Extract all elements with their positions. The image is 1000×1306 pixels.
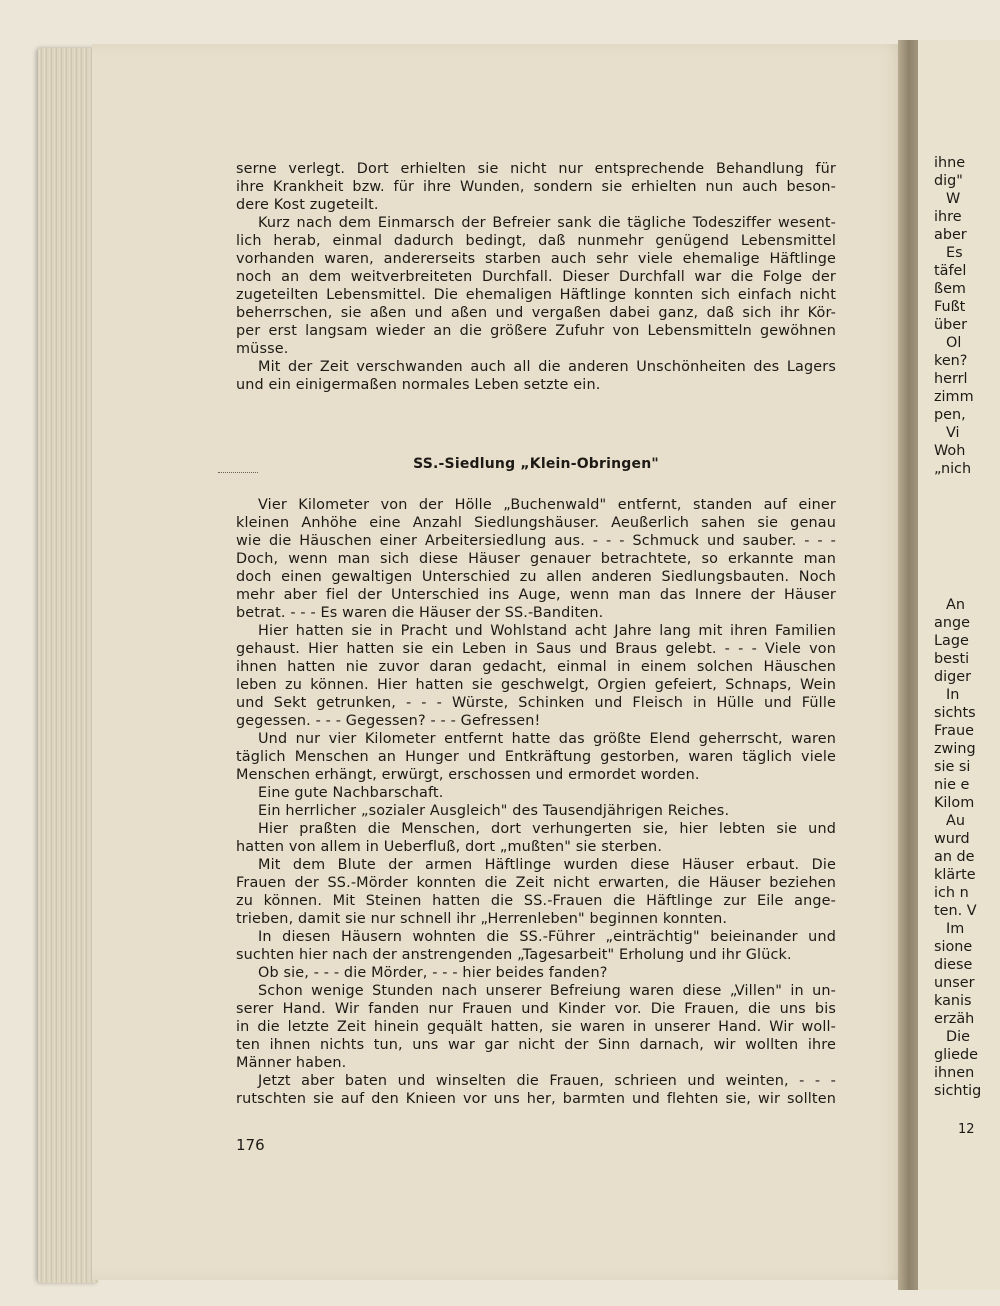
right-fragment: In xyxy=(946,687,960,703)
text-line: Doch, wenn man sich diese Häuser genauer betrachtete, so erkannte man xyxy=(236,551,836,567)
text-line: kleinen Anhöhe eine Anzahl Siedlungshäuser. Aeußerlich sahen sie genau xyxy=(236,515,836,531)
text-line: Schon wenige Stunden nach unserer Befreiung waren diese „Villen" in un- xyxy=(258,983,836,999)
text-line: betrat. - - - Es waren die Häuser der SS.-Banditen. xyxy=(236,605,604,621)
right-fragment: diger xyxy=(934,669,972,685)
right-page-number: 12 xyxy=(958,1122,975,1137)
right-fragment: Im xyxy=(946,921,965,937)
text-line: Mit dem Blute der armen Häftlinge wurden diese Häuser erbaut. Die xyxy=(258,857,836,873)
text-line: wie die Häuschen einer Arbeitersiedlung aus. - - - Schmuck und sauber. - - - xyxy=(236,533,836,549)
text-line: Ob sie, - - - die Mörder, - - - hier beides fanden? xyxy=(258,965,608,981)
right-fragment: pen, xyxy=(934,407,966,423)
text-line: Und nur vier Kilometer entfernt hatte das größte Elend geherrscht, waren xyxy=(258,731,836,747)
right-fragment: unser xyxy=(934,975,975,991)
text-line: täglich Menschen an Hunger und Entkräftung gestorben, waren täglich viele xyxy=(236,749,836,765)
section-heading: SS.-Siedlung „Klein-Obringen" xyxy=(413,456,659,472)
right-fragment: an de xyxy=(934,849,975,865)
book-page-edges xyxy=(38,48,98,1283)
right-fragment: kanis xyxy=(934,993,972,1009)
text-line: mehr aber fiel der Unterschied ins Auge, wenn man das Innere der Häuser xyxy=(236,587,836,603)
text-line: in die letzte Zeit hinein gequält hatten, sie waren in unserer Hand. Wir woll- xyxy=(236,1019,836,1035)
right-fragment: klärte xyxy=(934,867,976,883)
right-fragment: erzäh xyxy=(934,1011,975,1027)
right-fragment: ten. V xyxy=(934,903,977,919)
text-line: Frauen der SS.-Mörder konnten die Zeit nicht erwarten, die Häuser beziehen xyxy=(236,875,836,891)
text-line: Kurz nach dem Einmarsch der Befreier sank die tägliche Todesziffer wesent- xyxy=(258,215,836,231)
text-line: gegessen. - - - Gegessen? - - - Gefressen! xyxy=(236,713,541,729)
text-line: dere Kost zugeteilt. xyxy=(236,197,379,213)
right-fragment: ihne xyxy=(934,155,966,171)
text-line: doch einen gewaltigen Unterschied zu allen anderen Siedlungsbauten. Noch xyxy=(236,569,836,585)
right-fragment: ken? xyxy=(934,353,968,369)
text-line: Männer haben. xyxy=(236,1055,347,1071)
text-line: und Sekt getrunken, - - - Würste, Schinken und Fleisch in Hülle und Fülle xyxy=(236,695,836,711)
text-line: trieben, damit sie nur schnell ihr „Herrenleben" beginnen konnten. xyxy=(236,911,728,927)
right-fragment: Lage xyxy=(934,633,969,649)
right-fragment: besti xyxy=(934,651,970,667)
right-page xyxy=(918,40,1000,1290)
right-fragment: täfel xyxy=(934,263,967,279)
right-fragment: ange xyxy=(934,615,970,631)
text-line: Hier praßten die Menschen, dort verhungerten sie, hier lebten sie und xyxy=(258,821,836,837)
text-line: Eine gute Nachbarschaft. xyxy=(258,785,444,801)
text-line: lich herab, einmal dadurch bedingt, daß nunmehr genügend Lebensmittel xyxy=(236,233,836,249)
text-line: serne verlegt. Dort erhielten sie nicht nur entsprechende Behandlung für xyxy=(236,161,836,177)
right-fragment: Au xyxy=(946,813,965,829)
text-line: noch an dem weitverbreiteten Durchfall. Dieser Durchfall war die Folge der xyxy=(236,269,836,285)
text-line: hatten von allem in Ueberfluß, dort „mußten" sie sterben. xyxy=(236,839,663,855)
right-fragment: über xyxy=(934,317,968,333)
right-fragment: herrl xyxy=(934,371,968,387)
right-fragment: Es xyxy=(946,245,963,261)
text-line: Menschen erhängt, erwürgt, erschossen und ermordet worden. xyxy=(236,767,700,783)
right-fragment: zimm xyxy=(934,389,974,405)
right-fragment: wurd xyxy=(934,831,970,847)
text-line: ihnen hatten nie zuvor daran gedacht, einmal in einem solchen Häuschen xyxy=(236,659,836,675)
text-line: serer Hand. Wir fanden nur Frauen und Kinder vor. Die Frauen, die uns bis xyxy=(236,1001,836,1017)
text-line: und ein einigermaßen normales Leben setzte ein. xyxy=(236,377,601,393)
text-line: Ein herrlicher „sozialer Ausgleich" des Tausendjährigen Reiches. xyxy=(258,803,730,819)
text-line: per erst langsam wieder an die größere Zufuhr von Lebensmitteln gewöhnen xyxy=(236,323,836,339)
right-fragment: nie e xyxy=(934,777,970,793)
right-fragment: ich n xyxy=(934,885,969,901)
right-fragment: Die xyxy=(946,1029,970,1045)
right-fragment: ihre xyxy=(934,209,962,225)
right-fragment: zwing xyxy=(934,741,976,757)
text-line: leben zu können. Hier hatten sie geschwelgt, Orgien gefeiert, Schnaps, Wein xyxy=(236,677,836,693)
right-fragment: diese xyxy=(934,957,973,973)
right-fragment: sie si xyxy=(934,759,971,775)
page-number: 176 xyxy=(236,1136,265,1154)
right-fragment: gliede xyxy=(934,1047,978,1063)
pencil-mark xyxy=(218,472,258,474)
text-line: zugeteilten Lebensmittel. Die ehemaligen Häftlinge konnten sich einfach nicht xyxy=(236,287,836,303)
text-line: ten ihnen nichts tun, uns war gar nicht der Sinn darnach, wir wollten ihre xyxy=(236,1037,836,1053)
right-fragment: „nich xyxy=(934,461,972,477)
text-line: müsse. xyxy=(236,341,289,357)
right-fragment: Kilom xyxy=(934,795,975,811)
text-line: rutschten sie auf den Knieen vor uns her, barmten und flehten sie, wir sollten xyxy=(236,1091,836,1107)
text-line: Jetzt aber baten und winselten die Frauen, schrieen und weinten, - - - xyxy=(258,1073,836,1089)
right-fragment: dig" xyxy=(934,173,963,189)
right-fragment: sichtig xyxy=(934,1083,982,1099)
right-fragment: sione xyxy=(934,939,973,955)
text-line: ihre Krankheit bzw. für ihre Wunden, sondern sie erhielten nun auch beson- xyxy=(236,179,836,195)
right-fragment: sichts xyxy=(934,705,976,721)
right-fragment: Woh xyxy=(934,443,966,459)
right-fragment: Fraue xyxy=(934,723,974,739)
text-line: Vier Kilometer von der Hölle „Buchenwald" entfernt, standen auf einer xyxy=(258,497,836,513)
text-line: zu können. Mit Steinen hatten die SS.-Frauen die Häftlinge zur Eile ange- xyxy=(236,893,836,909)
right-fragment: An xyxy=(946,597,965,613)
right-fragment: aber xyxy=(934,227,967,243)
right-fragment: Ol xyxy=(946,335,962,351)
right-fragment: Vi xyxy=(946,425,960,441)
text-line: gehaust. Hier hatten sie ein Leben in Saus und Braus gelebt. - - - Viele von xyxy=(236,641,836,657)
right-fragment: ihnen xyxy=(934,1065,975,1081)
text-line: Hier hatten sie in Pracht und Wohlstand acht Jahre lang mit ihren Familien xyxy=(258,623,836,639)
text-line: vorhanden waren, andererseits starben auch sehr viele ehemalige Häftlinge xyxy=(236,251,836,267)
right-fragment: Fußt xyxy=(934,299,966,315)
text-line: suchten hier nach der anstrengenden „Tagesarbeit" Erholung und ihr Glück. xyxy=(236,947,792,963)
text-line: Mit der Zeit verschwanden auch all die anderen Unschönheiten des Lagers xyxy=(258,359,836,375)
right-fragment: W xyxy=(946,191,961,207)
right-fragment: ßem xyxy=(934,281,966,297)
text-line: In diesen Häusern wohnten die SS.-Führer „einträchtig" beieinander und xyxy=(258,929,836,945)
text-line: beherrschen, sie aßen und aßen und vergaßen dabei ganz, daß sich ihr Kör- xyxy=(236,305,836,321)
